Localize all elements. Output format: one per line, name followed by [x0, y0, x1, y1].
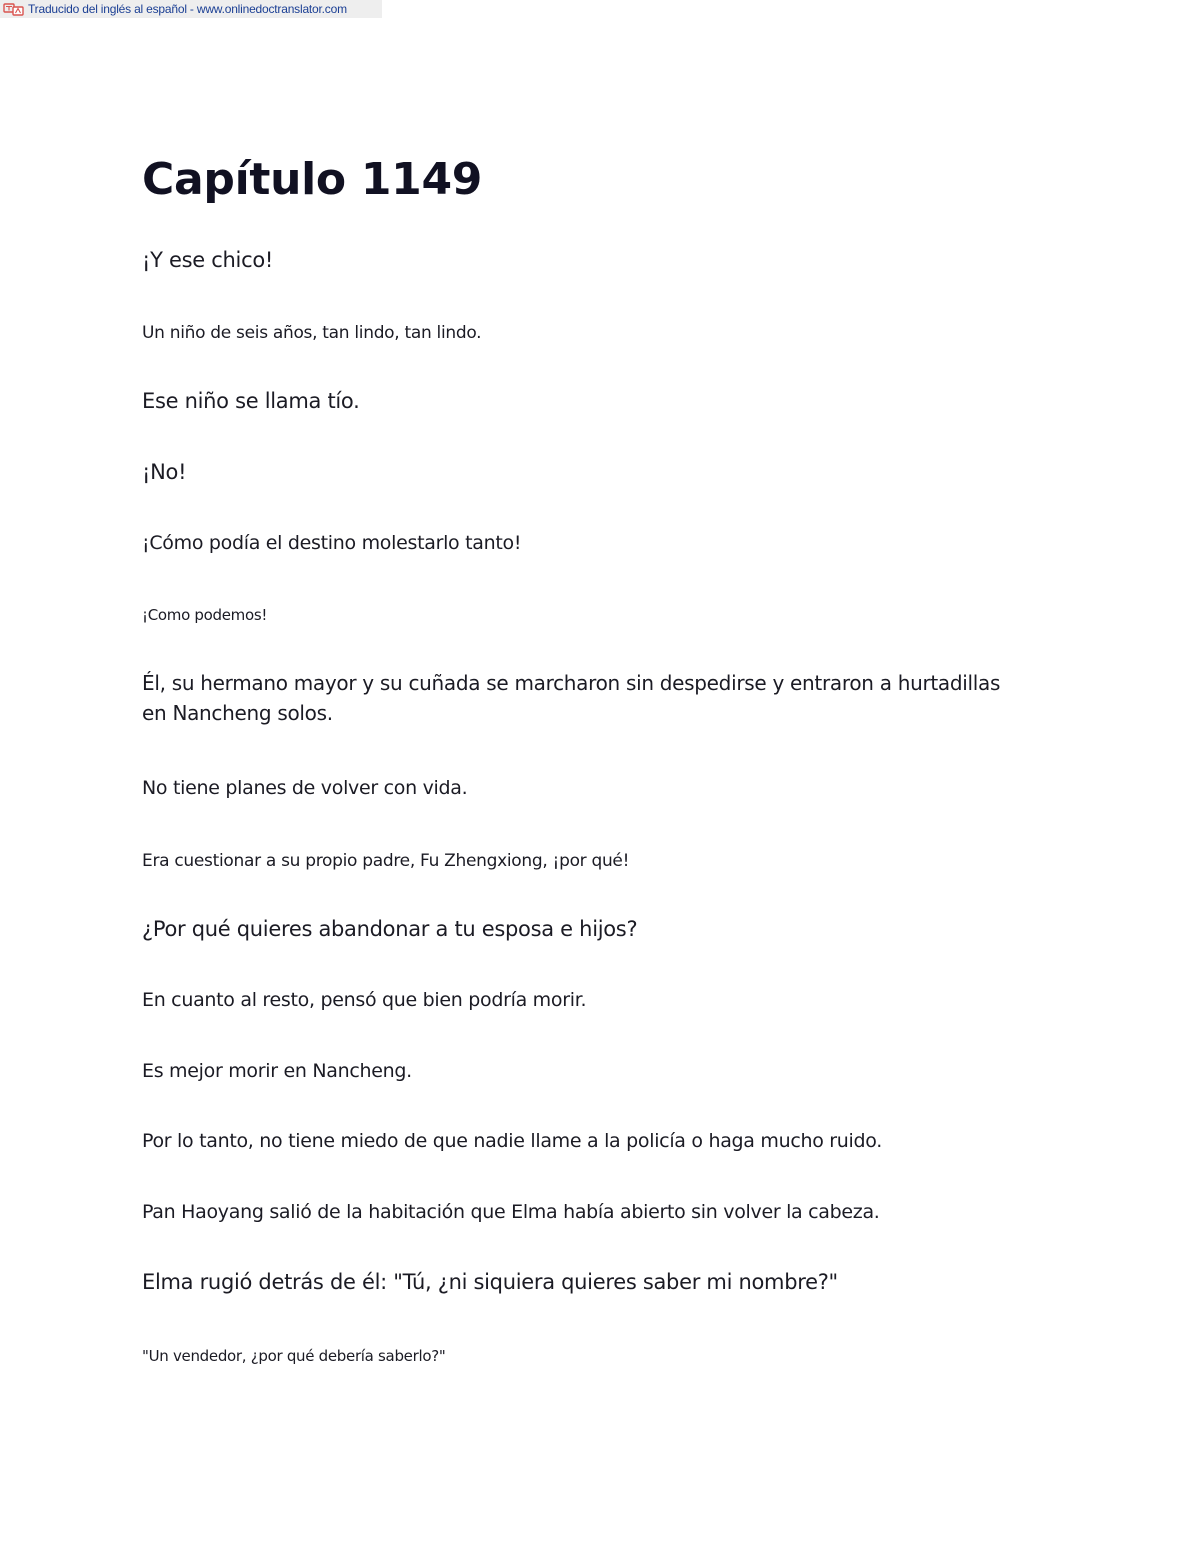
- paragraph: Él, su hermano mayor y su cuñada se marcharon sin despedirse y entraron a hurtadillas en Nancheng solos.: [142, 671, 1001, 725]
- paragraph: Pan Haoyang salió de la habitación que Elma había abierto sin volver la cabeza.: [142, 1201, 880, 1223]
- chapter-title: Capítulo 1149: [142, 154, 483, 205]
- paragraph: Era cuestionar a su propio padre, Fu Zhengxiong, ¡por qué!: [142, 851, 630, 871]
- translator-banner[interactable]: [0, 0, 382, 18]
- paragraph: ¡Y ese chico!: [142, 248, 273, 272]
- paragraph: Ese niño se llama tío.: [142, 389, 360, 413]
- paragraph: No tiene planes de volver con vida.: [142, 777, 468, 799]
- paragraph: Es mejor morir en Nancheng.: [142, 1060, 412, 1082]
- paragraph: Elma rugió detrás de él: "Tú, ¿ni siquiera quieres saber mi nombre?": [142, 1270, 838, 1294]
- paragraph: ¡Cómo podía el destino molestarlo tanto!: [142, 532, 522, 554]
- paragraph: Por lo tanto, no tiene miedo de que nadie llame a la policía o haga mucho ruido.: [142, 1130, 883, 1152]
- translate-icon: [3, 2, 25, 16]
- paragraph: Un niño de seis años, tan lindo, tan lindo.: [142, 323, 482, 343]
- paragraph: ¿Por qué quieres abandonar a tu esposa e hijos?: [142, 917, 638, 941]
- paragraph: "Un vendedor, ¿por qué debería saberlo?": [142, 1347, 446, 1365]
- paragraph: En cuanto al resto, pensó que bien podría morir.: [142, 989, 587, 1011]
- translator-banner-link[interactable]: Traducido del inglés al español - www.onlinedoctranslator.com: [28, 2, 347, 16]
- paragraph: ¡Como podemos!: [142, 606, 268, 624]
- paragraph: ¡No!: [142, 460, 187, 484]
